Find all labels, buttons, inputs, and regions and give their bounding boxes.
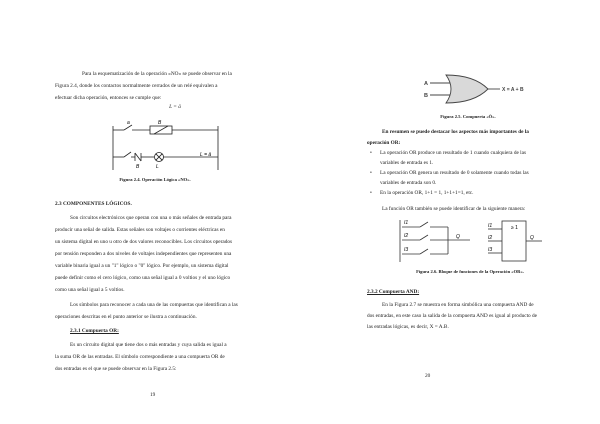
paragraph-line: producir una señal de salida. Estas señales son voltajes o corrientes eléctricas en — [55, 227, 225, 233]
block-label-i2: I2 — [488, 235, 493, 241]
switch-label-i3: I3 — [404, 247, 409, 253]
page-number: 19 — [150, 392, 156, 398]
gate-output: X = A + B — [502, 87, 524, 93]
paragraph-line: puede definir como el cero lógico, como una señal igual a 0 voltios y el uno lógico — [55, 275, 231, 281]
formula-not: L = ā — [169, 104, 181, 110]
circuit-equation: L = ā — [200, 152, 212, 158]
switch-label-i1: I1 — [404, 220, 409, 226]
or-gate-figure — [422, 72, 532, 106]
paragraph-line: las entradas lógicas, es decir, X = A.B. — [367, 324, 449, 330]
block-ge1: ≥ 1 — [511, 225, 518, 231]
bullet-text: En la operación OR, 1+1 = 1, 1+1+1=1, etc. — [380, 190, 474, 196]
bullet-icon: • — [370, 170, 372, 176]
relay-not-circuit-figure — [110, 116, 225, 176]
right-page — [300, 0, 600, 424]
paragraph-line: Los símbolos para reconocer a cada una de las compuertas que identifican a las — [70, 302, 238, 308]
switch-label-i2: I2 — [404, 233, 409, 239]
or-switch-diagram — [398, 218, 476, 264]
switch-output-q: Q — [456, 234, 460, 240]
subsection-heading: 2.3.1 Compuerta OR: — [70, 328, 119, 334]
summary-heading: En resumen se puede destacar los aspectos más importantes de la — [382, 129, 529, 135]
bullet-icon: • — [370, 150, 372, 156]
paragraph-line: por tensión responden a dos niveles de voltajes independientes que representen una — [55, 251, 232, 257]
paragraph-line: La función OR también se puede identificar de la siguiente manera: — [382, 206, 526, 212]
block-label-i3: I3 — [488, 247, 493, 253]
gate-input-b: B — [424, 93, 428, 99]
figure-caption: Figura 2.6. Bloque de funciones de la Operación «OR». — [416, 269, 524, 274]
block-label-i1: I1 — [488, 223, 493, 229]
bullet-text: variables de entrada son 0. — [380, 180, 437, 186]
contact-label-a: a — [127, 120, 130, 126]
bullet-text: La operación OR genera un resultado de 0 solamente cuando todas las — [380, 170, 529, 176]
paragraph-line: un sistema digital en uno u otro de dos valores reconocibles. Los circuitos operados — [55, 239, 233, 245]
paragraph-line: efectuar dicha operación, entonces se cumple que: — [55, 95, 162, 101]
section-heading: 2.3 COMPONENTES LÓGICOS. — [55, 201, 132, 207]
figure-caption: Figura 2.4. Operación Lógica «NO». — [119, 177, 191, 182]
paragraph-line: la suma OR de las entradas. El símbolo correspondiente a una compuerta OR de — [55, 354, 225, 360]
paragraph-line: dos entradas es el que se puede observar en la Figura 2.5: — [55, 366, 177, 372]
paragraph-line: En la Figura 2.7 se muestra en forma simbólica una compuerta AND de — [382, 302, 534, 308]
block-output-q: Q — [530, 235, 534, 241]
paragraph-line: Es un circuito digital que tiene dos o más entradas y cuya salida es igual a — [70, 342, 227, 348]
lamp-label-l: L — [156, 164, 159, 170]
subsection-heading: 2.3.2 Compuerta AND: — [367, 289, 420, 295]
figure-caption: Figura 2.5. Compuerta «Ö». — [440, 114, 496, 119]
or-function-block — [480, 218, 550, 264]
paragraph-line: Son circuitos electrónicos que operan con una o más señales de entrada para — [70, 215, 232, 221]
bullet-icon: • — [370, 190, 372, 196]
gate-input-a: A — [424, 81, 428, 87]
bullet-text: variables de entrada es 1. — [380, 160, 434, 166]
summary-heading-2: operación OR: — [367, 140, 401, 146]
paragraph-line: Para la esquematización de la operación «NO» se puede observar en la — [82, 71, 232, 77]
paragraph-line: dos entradas, en este caso la salida de la compuerta AND es igual al producto de — [367, 313, 538, 319]
paragraph-line: variable binaria igual a un "1" lógico o "0" lógico. Por ejemplo, un sistema digital — [55, 263, 229, 269]
contact-label-b: B — [136, 164, 140, 170]
page-number: 20 — [425, 373, 431, 379]
bullet-text: La operación OR produce un resultado de 1 cuando cualquiera de las — [380, 150, 527, 156]
coil-label-b: B — [158, 120, 162, 126]
paragraph-line: operaciones descritas en el punto anterior se ilustra a continuación. — [55, 314, 197, 320]
paragraph-line: Figura 2.4, donde los contactos normalmente cerrados de un relé equivalen a — [55, 83, 218, 89]
paragraph-line: como una señal igual a 5 voltios. — [55, 287, 125, 293]
